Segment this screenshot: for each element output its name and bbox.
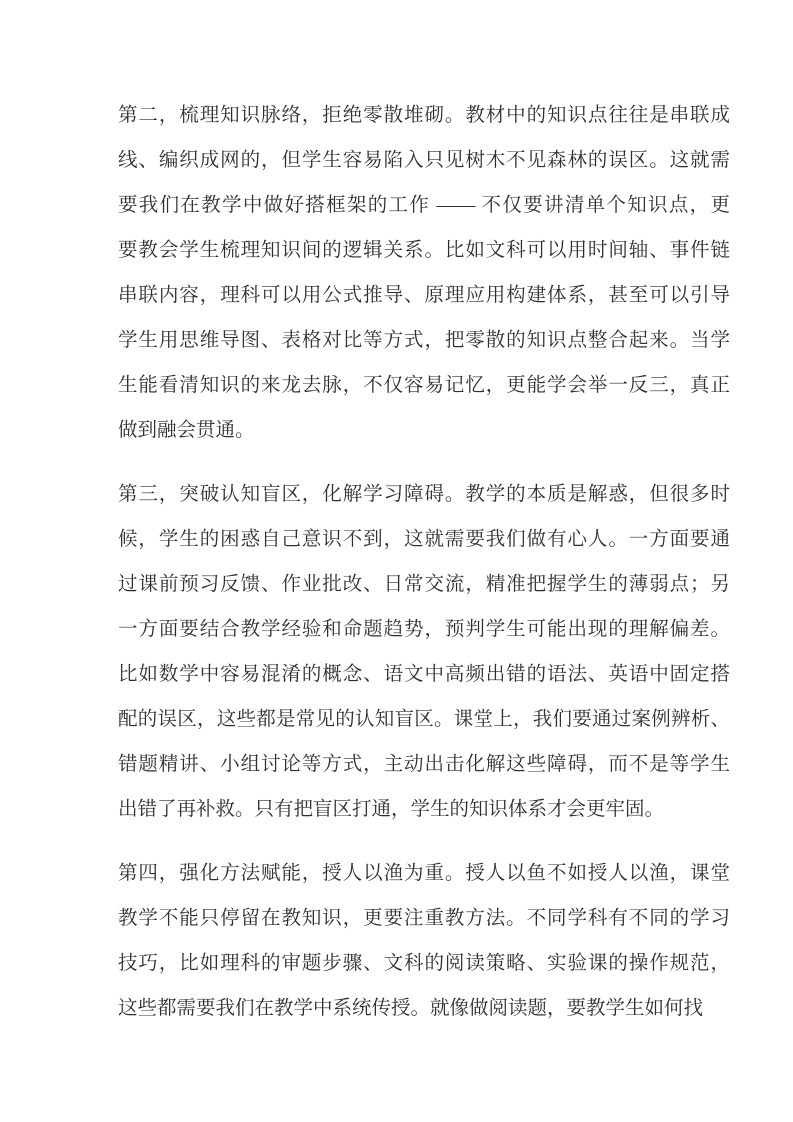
- text-line: 技巧，比如理科的审题步骤、文科的阅读策略、实验课的操作规范，: [118, 953, 730, 974]
- text-line: 候，学生的困惑自己意识不到，这就需要我们做有心人。一方面要通: [118, 529, 730, 550]
- text-line: 做到融会贯通。: [118, 420, 255, 441]
- text-line: 要我们在教学中做好搭框架的工作 —— 不仅要讲清单个知识点，更: [118, 195, 730, 216]
- text-line: 第四，强化方法赋能，授人以渔为重。授人以鱼不如授人以渔，课堂: [118, 863, 730, 884]
- text-line: 比如数学中容易混淆的概念、语文中高频出错的语法、英语中固定搭: [118, 664, 730, 685]
- text-line: 配的误区，这些都是常见的认知盲区。课堂上，我们要通过案例辨析、: [118, 709, 730, 730]
- text-line: 串联内容，理科可以用公式推导、原理应用构建体系，甚至可以引导: [118, 285, 730, 306]
- text-line: 一方面要结合教学经验和命题趋势，预判学生可能出现的理解偏差。: [118, 619, 730, 640]
- paragraph-3: [118, 851, 730, 1031]
- document-body: [118, 93, 730, 1050]
- text-line: 第二，梳理知识脉络，拒绝零散堆砌。教材中的知识点往往是串联成: [118, 105, 730, 126]
- text-line: 过课前预习反馈、作业批改、日常交流，精准把握学生的薄弱点；另: [118, 574, 730, 595]
- text-line: 线、编织成网的，但学生容易陷入只见树木不见森林的误区。这就需: [118, 150, 730, 171]
- text-line: 错题精讲、小组讨论等方式，主动出击化解这些障碍，而不是等学生: [118, 754, 730, 775]
- text-line: 第三，突破认知盲区，化解学习障碍。教学的本质是解惑，但很多时: [118, 484, 730, 505]
- text-line: 学生用思维导图、表格对比等方式，把零散的知识点整合起来。当学: [118, 330, 730, 351]
- paragraph-2: [118, 472, 730, 832]
- text-line: 教学不能只停留在教知识，更要注重教方法。不同学科有不同的学习: [118, 908, 730, 929]
- paragraph-1: [118, 93, 730, 453]
- text-line: 出错了再补救。只有把盲区打通，学生的知识体系才会更牢固。: [118, 799, 665, 820]
- text-line: 生能看清知识的来龙去脉，不仅容易记忆，更能学会举一反三，真正: [118, 375, 730, 396]
- text-line: 这些都需要我们在教学中系统传授。就像做阅读题，要教学生如何找: [118, 998, 704, 1019]
- text-line: 要教会学生梳理知识间的逻辑关系。比如文科可以用时间轴、事件链: [118, 240, 730, 261]
